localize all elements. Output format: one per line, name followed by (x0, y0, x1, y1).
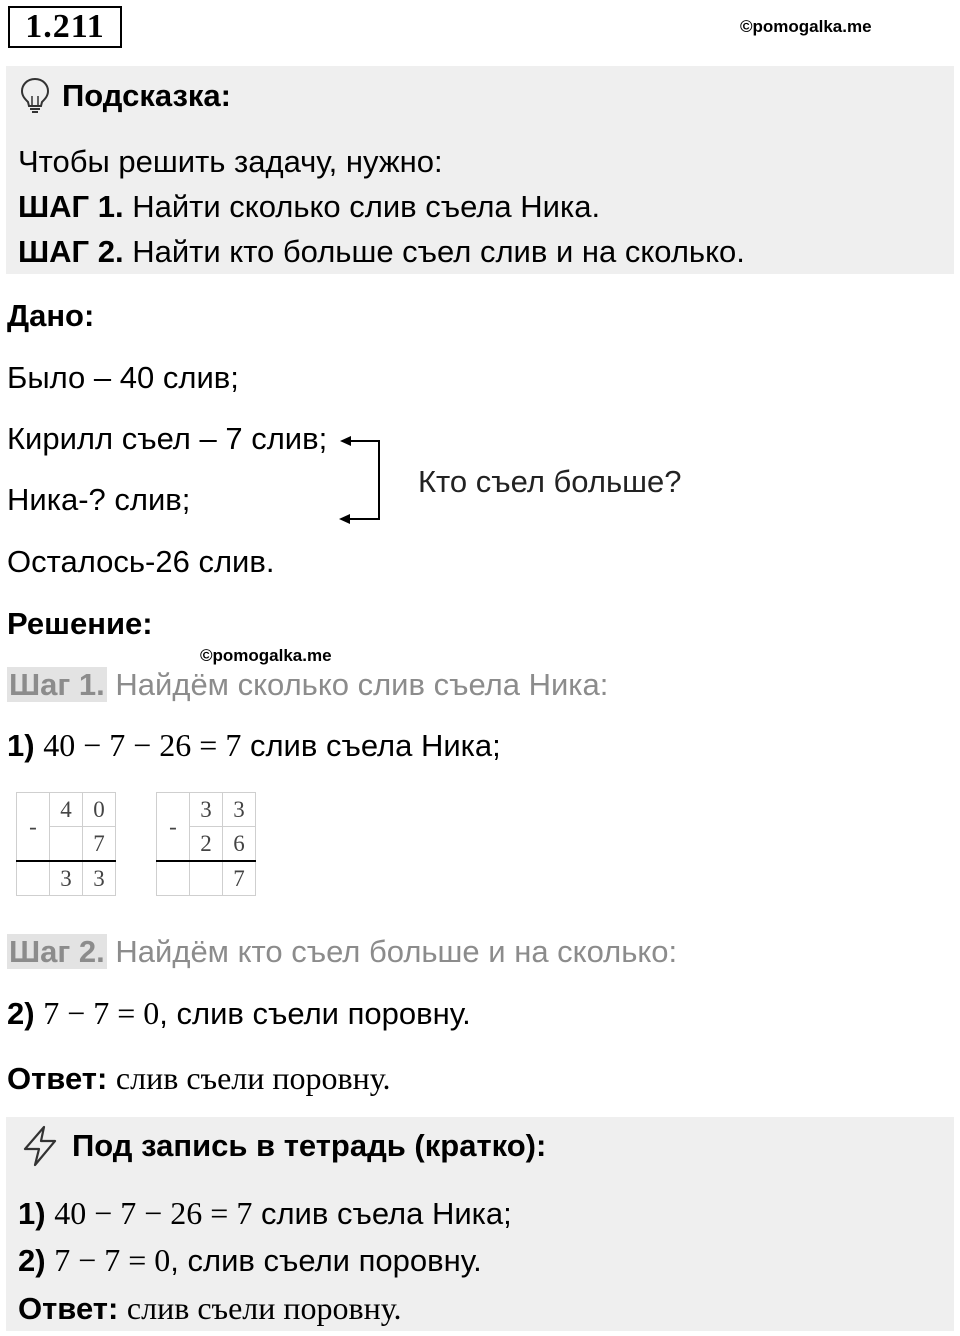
notebook-line-2-text: , слив съели поровну. (170, 1243, 482, 1278)
answer-label: Ответ: (7, 1061, 108, 1096)
notebook-line-1-num: 1) (18, 1196, 46, 1231)
line-2-math: 7 − 7 = 0 (43, 995, 160, 1031)
step-1-label: Шаг 1. (9, 667, 105, 702)
watermark-top: ©pomogalka.me (740, 17, 872, 36)
hint-step-1 (18, 191, 600, 222)
column-digit (17, 861, 50, 896)
hint-step-2-label: ШАГ 2. (18, 234, 124, 269)
column-digit: 6 (223, 827, 256, 862)
lightbulb-icon (18, 76, 52, 114)
given-line-2: Кирилл съел – 7 слив; (7, 421, 328, 456)
column-1-sign: - (17, 793, 50, 862)
lightning-icon (18, 1124, 62, 1168)
column-digit (157, 861, 190, 896)
notebook-line-2-math: 7 − 7 = 0 (54, 1242, 171, 1278)
column-digit: 0 (83, 793, 116, 827)
column-subtraction-1 (16, 792, 116, 896)
hint-title: Подсказка: (62, 78, 231, 113)
column-digit (190, 861, 223, 896)
column-digit: 4 (50, 793, 83, 827)
hint-step-1-label: ШАГ 1. (18, 189, 124, 224)
given-question: Кто съел больше? (418, 464, 682, 499)
column-digit: 3 (83, 861, 116, 896)
solution-line-1 (7, 729, 501, 761)
line-2-num: 2) (7, 996, 35, 1031)
column-digit: 2 (190, 827, 223, 862)
column-2-sign: - (157, 793, 190, 862)
bracket-arrow-icon (336, 430, 386, 530)
line-1-num: 1) (7, 728, 35, 763)
step-1-text: Найдём сколько слив съела Ника: (115, 667, 609, 702)
given-line-4: Осталось-26 слив. (7, 544, 275, 579)
given-line-1: Было – 40 слив; (7, 360, 239, 395)
solution-step-2 (7, 936, 677, 967)
column-subtraction-2 (156, 792, 256, 896)
notebook-answer (18, 1292, 402, 1324)
line-1-math: 40 − 7 − 26 = 7 (43, 727, 242, 763)
column-digit: 3 (50, 861, 83, 896)
watermark-middle: ©pomogalka.me (200, 646, 332, 665)
column-digit: 7 (223, 861, 256, 896)
step-2-text: Найдём кто съел больше и на сколько: (115, 934, 678, 969)
hint-intro: Чтобы решить задачу, нужно: (18, 144, 443, 179)
notebook-line-1 (18, 1197, 512, 1229)
column-digit: 3 (223, 793, 256, 827)
notebook-line-1-text: слив съела Ника; (252, 1196, 512, 1231)
line-1-text: слив съела Ника; (241, 728, 501, 763)
notebook-line-2-num: 2) (18, 1243, 46, 1278)
column-digit (50, 827, 83, 862)
hint-step-2 (18, 236, 745, 267)
notebook-line-2 (18, 1244, 482, 1276)
solution-step-1 (7, 669, 608, 700)
column-digit: 7 (83, 827, 116, 862)
task-number: 1.211 (8, 6, 122, 48)
line-2-text: , слив съели поровну. (159, 996, 471, 1031)
solution-title: Решение: (7, 606, 153, 641)
given-line-3: Ника-? слив; (7, 482, 191, 517)
hint-step-2-text: Найти кто больше съел слив и на сколько. (132, 234, 745, 269)
column-digit: 3 (190, 793, 223, 827)
given-title: Дано: (7, 298, 95, 333)
answer-text: слив съели поровну. (115, 1060, 391, 1096)
notebook-answer-label: Ответ: (18, 1291, 119, 1326)
notebook-line-1-math: 40 − 7 − 26 = 7 (54, 1195, 253, 1231)
step-2-label: Шаг 2. (9, 934, 105, 969)
solution-answer (7, 1062, 391, 1094)
hint-step-1-text: Найти сколько слив съела Ника. (132, 189, 601, 224)
notebook-answer-text: слив съели поровну. (126, 1290, 402, 1326)
notebook-title: Под запись в тетрадь (кратко): (72, 1128, 547, 1163)
solution-line-2 (7, 997, 471, 1029)
